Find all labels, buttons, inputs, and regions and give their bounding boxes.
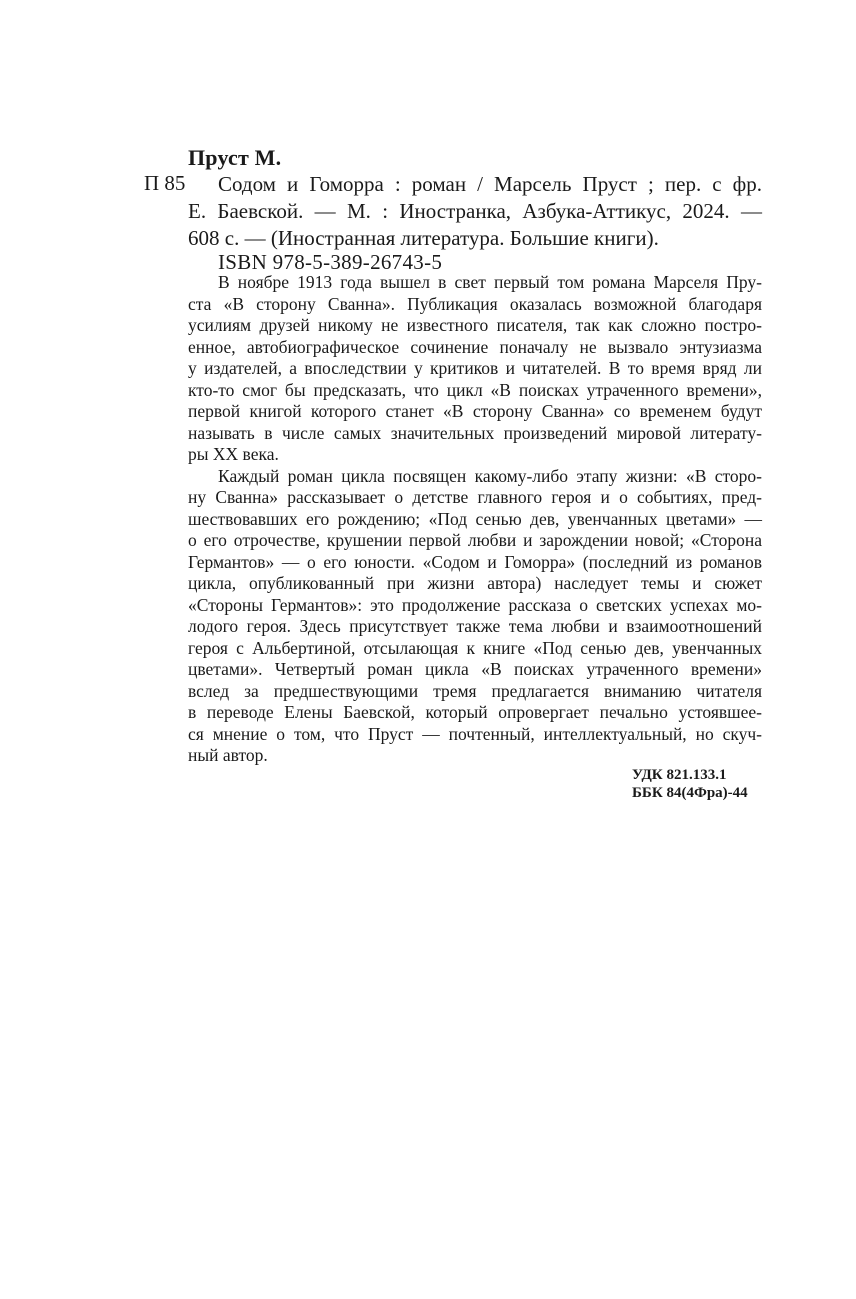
bbk-code: ББК 84(4Фра)-44	[632, 785, 748, 801]
text-line: ста «В сторону Сванна». Публикация оказалась возможной благодаря	[188, 293, 762, 314]
text-line: «Стороны Германтов»: это продолжение рассказа о светских успехах мо-	[188, 594, 762, 615]
text-line: ся мнение о том, что Пруст — почтенный, интеллектуальный, но скуч-	[188, 723, 762, 744]
biblio-line: Содом и Гоморра : роман / Марсель Пруст ; пер. с фр.	[218, 172, 762, 196]
text-line: усилиям друзей никому не известного писателя, так как сложно постро-	[188, 315, 762, 335]
classification-codes	[632, 766, 748, 802]
author-name: Пруст М.	[188, 145, 282, 170]
text-line: Германтов» — о его юности. «Содом и Гоморра» (последний из романов	[188, 551, 762, 572]
biblio-line: Е. Баевской. — М. : Иностранка, Азбука-Аттикус, 2024. —	[188, 199, 762, 223]
text-line: шествовавших его рождению; «Под сенью дев, увенчанных цветами» —	[188, 508, 762, 529]
text-line: ный автор.	[188, 745, 268, 765]
udk-code: УДК 821.133.1	[632, 767, 727, 783]
text-line: Каждый роман цикла посвящен какому-либо этапу жизни: «В сторо-	[218, 465, 762, 486]
bibliographic-description	[188, 171, 762, 252]
text-line: ну Сванна» рассказывает о детстве главного героя и о событиях, пред-	[188, 487, 762, 507]
author-sign-code: П 85	[144, 171, 186, 195]
biblio-line: 608 с. — (Иностранная литература. Большие книги).	[188, 226, 659, 250]
text-line: В ноябре 1913 года вышел в свет первый том романа Марселя Пру-	[218, 272, 762, 292]
text-line: героя с Альбертиной, отсылающая к книге «Под сенью дев, увенчанных	[188, 637, 762, 658]
annotation	[188, 272, 762, 767]
annotation-paragraph-1	[188, 272, 762, 466]
text-line: цветами». Четвертый роман цикла «В поисках утраченного времени»	[188, 659, 762, 679]
text-line: в переводе Елены Баевской, который опровергает печально устоявшее-	[188, 702, 762, 722]
text-line: о его отрочестве, крушении первой любви и зарождении новой; «Сторона	[188, 530, 762, 550]
text-line: вслед за предшествующими тремя предлагается вниманию читателя	[188, 680, 762, 701]
text-line: лодого героя. Здесь присутствует также тема любви и взаимоотношений	[188, 616, 762, 636]
isbn: ISBN 978-5-389-26743-5	[218, 250, 443, 274]
text-line: цикла, опубликованный при жизни автора) наследует темы и сюжет	[188, 573, 762, 593]
text-line: енное, автобиографическое сочинение поначалу не вызвало энтузиазма	[188, 336, 762, 357]
text-line: у издателей, а впоследствии у критиков и читателей. В то время вряд ли	[188, 358, 762, 378]
text-line: ры XX века.	[188, 444, 279, 464]
annotation-paragraph-2	[188, 466, 762, 767]
text-line: называть в числе самых значительных произведений мировой литерату-	[188, 422, 762, 443]
text-line: первой книгой которого станет «В сторону Сванна» со временем будут	[188, 401, 762, 421]
text-line: кто-то смог бы предсказать, что цикл «В поисках утраченного времени»,	[188, 379, 762, 400]
